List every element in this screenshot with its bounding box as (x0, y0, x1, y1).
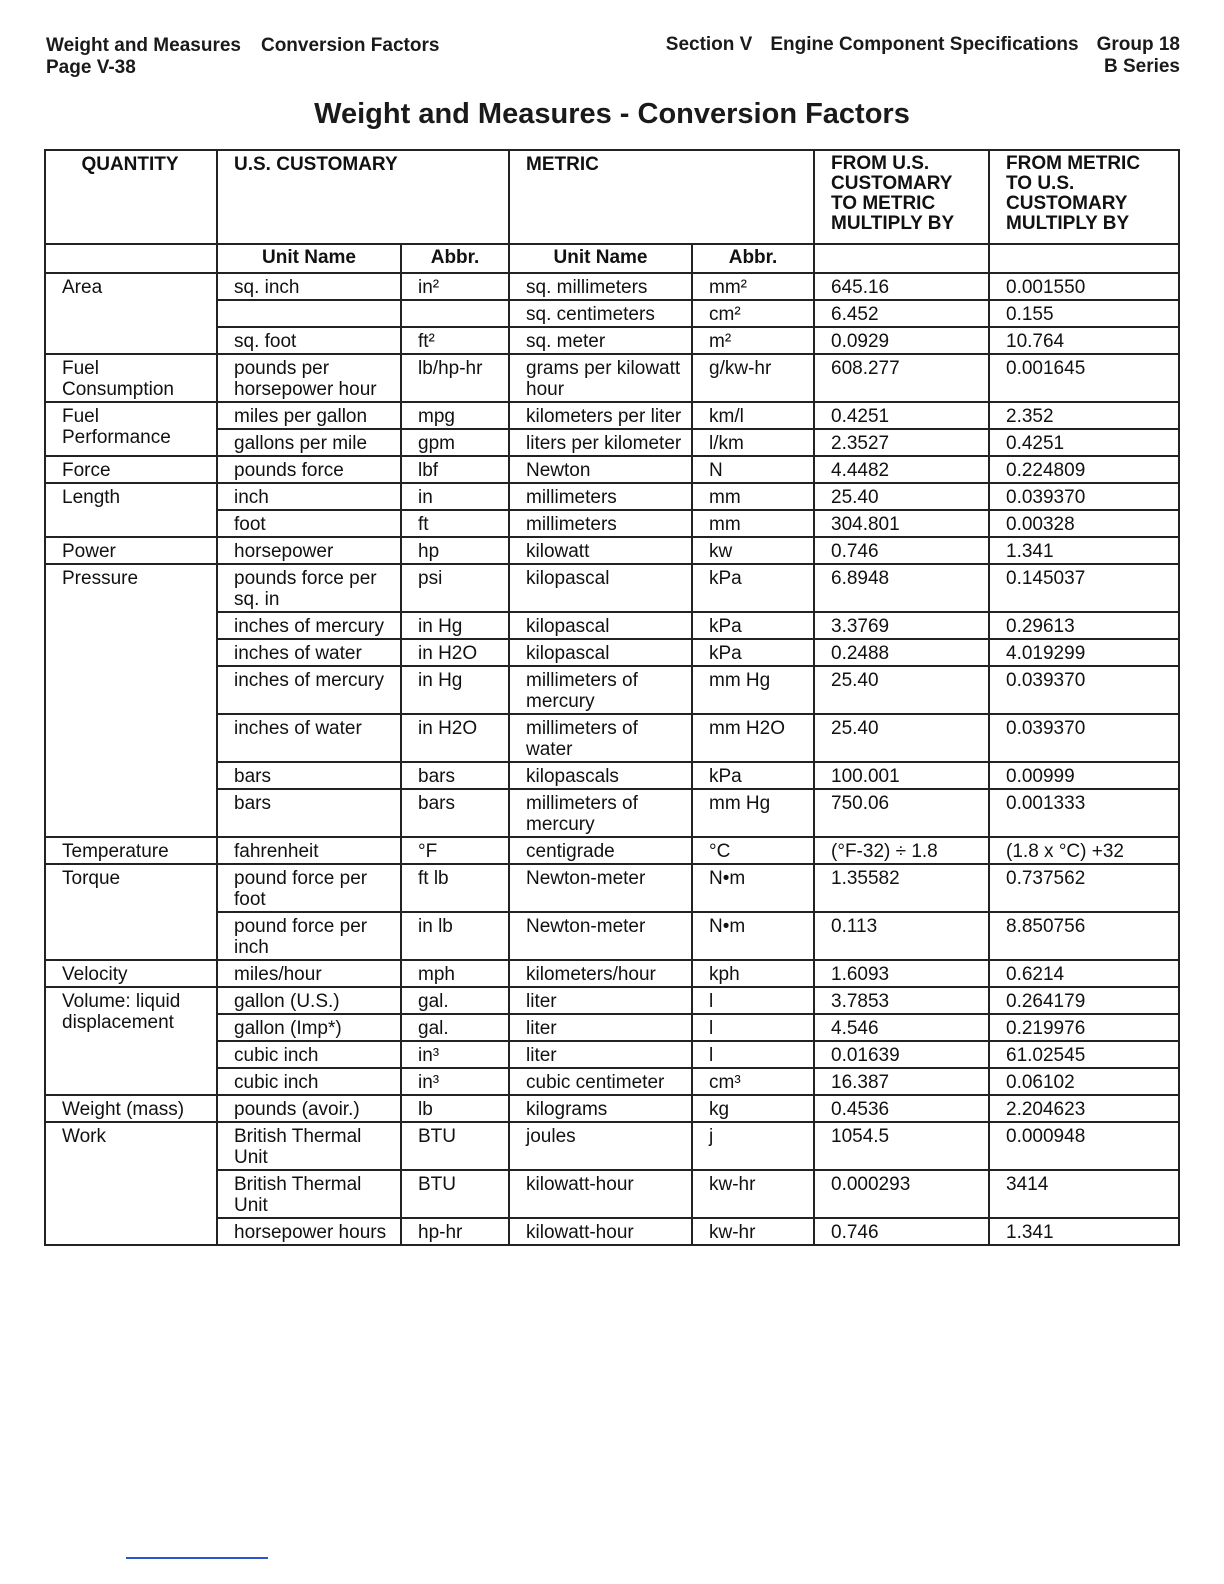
table-row (45, 960, 1179, 987)
metric-abbr-cell: mm H2O (692, 714, 814, 762)
factor-to-metric-cell: 0.000293 (814, 1170, 989, 1218)
table-row (45, 456, 1179, 483)
factor-to-metric-cell: 6.8948 (814, 564, 989, 612)
factor-to-us-cell: 10.764 (989, 327, 1179, 354)
header-series: B Series (1103, 56, 1180, 77)
header-section: Section V (665, 34, 753, 55)
metric-abbr-cell: m² (692, 327, 814, 354)
metric-abbr-cell: kPa (692, 612, 814, 639)
metric-abbr-cell: mm (692, 510, 814, 537)
table-row (45, 864, 1179, 912)
metric-unit-name-cell: kilopascal (509, 639, 692, 666)
us-abbr-cell: gal. (401, 1014, 509, 1041)
factor-to-metric-cell: 100.001 (814, 762, 989, 789)
us-unit-name-cell: cubic inch (217, 1041, 401, 1068)
metric-abbr-cell: kPa (692, 762, 814, 789)
metric-abbr-cell: N•m (692, 864, 814, 912)
us-abbr-cell: lb/hp-hr (401, 354, 509, 402)
metric-unit-name-cell: millimeters of mercury (509, 789, 692, 837)
us-unit-name-cell: fahrenheit (217, 837, 401, 864)
header-chapter: Engine Component Specifications (770, 34, 1079, 55)
quantity-cell: Work (45, 1122, 217, 1245)
factor-to-metric-cell: 16.387 (814, 1068, 989, 1095)
factor-to-us-cell: 0.001645 (989, 354, 1179, 402)
metric-abbr-cell: g/kw-hr (692, 354, 814, 402)
factor-to-metric-cell: 25.40 (814, 666, 989, 714)
page-header-right (666, 34, 1180, 78)
us-unit-name-cell: inches of water (217, 714, 401, 762)
factor-to-us-cell: 0.264179 (989, 987, 1179, 1014)
factor-to-us-cell: 0.06102 (989, 1068, 1179, 1095)
header-right-line1 (666, 34, 1180, 56)
quantity-cell: Velocity (45, 960, 217, 987)
metric-unit-name-cell: millimeters (509, 483, 692, 510)
factor-to-us-cell: 0.000948 (989, 1122, 1179, 1170)
conversion-table (44, 149, 1180, 1246)
table-row (45, 837, 1179, 864)
table-subheader-row (45, 244, 1179, 273)
us-unit-name-cell: pounds force per sq. in (217, 564, 401, 612)
metric-abbr-cell: kw (692, 537, 814, 564)
metric-unit-name-cell: sq. millimeters (509, 273, 692, 300)
metric-unit-name-cell: kilopascal (509, 612, 692, 639)
subheader-empty (45, 244, 217, 273)
factor-to-us-cell: (1.8 x °C) +32 (989, 837, 1179, 864)
us-unit-name-cell: inch (217, 483, 401, 510)
metric-unit-name-cell: kilowatt (509, 537, 692, 564)
us-abbr-cell: ft (401, 510, 509, 537)
metric-unit-name-cell: liter (509, 1041, 692, 1068)
us-unit-name-cell: inches of mercury (217, 666, 401, 714)
metric-abbr-cell: kPa (692, 564, 814, 612)
us-unit-name-cell: bars (217, 789, 401, 837)
quantity-cell: Fuel Performance (45, 402, 217, 456)
metric-abbr-cell: cm³ (692, 1068, 814, 1095)
us-unit-name-cell: horsepower (217, 537, 401, 564)
metric-unit-name-cell: sq. meter (509, 327, 692, 354)
factor-to-metric-cell: 25.40 (814, 714, 989, 762)
table-row (45, 987, 1179, 1014)
subheader-empty (814, 244, 989, 273)
metric-abbr-cell: j (692, 1122, 814, 1170)
us-unit-name-cell: inches of mercury (217, 612, 401, 639)
factor-to-metric-cell: 3.7853 (814, 987, 989, 1014)
metric-unit-name-cell: kilowatt-hour (509, 1218, 692, 1245)
us-abbr-cell: ft lb (401, 864, 509, 912)
metric-abbr-cell: kph (692, 960, 814, 987)
factor-to-us-cell: 0.219976 (989, 1014, 1179, 1041)
quantity-cell: Power (45, 537, 217, 564)
col-header-metric: METRIC (509, 150, 814, 244)
factor-to-us-cell: 2.352 (989, 402, 1179, 429)
factor-to-us-cell: 0.00999 (989, 762, 1179, 789)
factor-to-metric-cell: 0.746 (814, 1218, 989, 1245)
metric-unit-name-cell: liter (509, 987, 692, 1014)
factor-to-metric-cell: 304.801 (814, 510, 989, 537)
factor-to-metric-cell: (°F-32) ÷ 1.8 (814, 837, 989, 864)
factor-to-metric-cell: 3.3769 (814, 612, 989, 639)
us-unit-name-cell: gallon (Imp*) (217, 1014, 401, 1041)
factor-to-us-cell: 3414 (989, 1170, 1179, 1218)
us-abbr-cell: bars (401, 762, 509, 789)
metric-unit-name-cell: Newton-meter (509, 864, 692, 912)
metric-unit-name-cell: liters per kilometer (509, 429, 692, 456)
metric-unit-name-cell: millimeters (509, 510, 692, 537)
factor-to-metric-cell: 0.2488 (814, 639, 989, 666)
factor-to-us-cell: 61.02545 (989, 1041, 1179, 1068)
us-unit-name-cell: British Thermal Unit (217, 1122, 401, 1170)
metric-unit-name-cell: millimeters of mercury (509, 666, 692, 714)
us-abbr-cell: in H2O (401, 714, 509, 762)
us-unit-name-cell: sq. inch (217, 273, 401, 300)
metric-abbr-cell: mm² (692, 273, 814, 300)
quantity-cell: Length (45, 483, 217, 537)
metric-abbr-cell: °C (692, 837, 814, 864)
us-unit-name-cell: pound force per inch (217, 912, 401, 960)
factor-to-metric-cell: 0.4251 (814, 402, 989, 429)
factor-to-us-cell: 8.850756 (989, 912, 1179, 960)
col-header-to-metric: FROM U.S. CUSTOMARY TO METRIC MULTIPLY BY (814, 150, 989, 244)
us-abbr-cell: in lb (401, 912, 509, 960)
factor-to-us-cell: 0.039370 (989, 666, 1179, 714)
us-abbr-cell: ft² (401, 327, 509, 354)
page-header-left (46, 35, 439, 79)
factor-to-us-cell: 4.019299 (989, 639, 1179, 666)
metric-unit-name-cell: joules (509, 1122, 692, 1170)
metric-unit-name-cell: kilopascals (509, 762, 692, 789)
table-row (45, 537, 1179, 564)
factor-to-us-cell: 0.29613 (989, 612, 1179, 639)
us-abbr-cell: mph (401, 960, 509, 987)
metric-abbr-cell: mm (692, 483, 814, 510)
factor-to-metric-cell: 4.4482 (814, 456, 989, 483)
us-abbr-cell: °F (401, 837, 509, 864)
us-unit-name-cell: bars (217, 762, 401, 789)
metric-unit-name-cell: kilograms (509, 1095, 692, 1122)
col-header-to-us: FROM METRIC TO U.S. CUSTOMARY MULTIPLY BY (989, 150, 1179, 244)
us-unit-name-cell: British Thermal Unit (217, 1170, 401, 1218)
metric-abbr-cell: kg (692, 1095, 814, 1122)
quantity-cell: Pressure (45, 564, 217, 837)
factor-to-us-cell: 0.145037 (989, 564, 1179, 612)
factor-to-metric-cell: 0.746 (814, 537, 989, 564)
factor-to-us-cell: 0.001333 (989, 789, 1179, 837)
us-unit-name-cell: horsepower hours (217, 1218, 401, 1245)
table-row (45, 402, 1179, 429)
col-header-us-customary: U.S. CUSTOMARY (217, 150, 509, 244)
page-title: Weight and Measures - Conversion Factors (314, 98, 910, 130)
metric-unit-name-cell: Newton-meter (509, 912, 692, 960)
us-abbr-cell: lb (401, 1095, 509, 1122)
us-abbr-cell: hp (401, 537, 509, 564)
factor-to-us-cell: 0.6214 (989, 960, 1179, 987)
quantity-cell: Force (45, 456, 217, 483)
us-abbr-cell: BTU (401, 1170, 509, 1218)
metric-unit-name-cell: kilopascal (509, 564, 692, 612)
factor-to-us-cell: 0.737562 (989, 864, 1179, 912)
table-header-row (45, 150, 1179, 244)
factor-to-metric-cell: 1054.5 (814, 1122, 989, 1170)
factor-to-us-cell: 2.204623 (989, 1095, 1179, 1122)
metric-unit-name-cell: millimeters of water (509, 714, 692, 762)
us-unit-name-cell: gallons per mile (217, 429, 401, 456)
quantity-cell: Fuel Consumption (45, 354, 217, 402)
col-header-quantity: QUANTITY (45, 150, 217, 244)
metric-abbr-cell: mm Hg (692, 666, 814, 714)
factor-to-metric-cell: 0.4536 (814, 1095, 989, 1122)
table-row (45, 1095, 1179, 1122)
factor-to-metric-cell: 4.546 (814, 1014, 989, 1041)
metric-unit-name-cell: kilometers/hour (509, 960, 692, 987)
factor-to-metric-cell: 2.3527 (814, 429, 989, 456)
factor-to-us-cell: 0.039370 (989, 483, 1179, 510)
subheader-us-unit-name: Unit Name (217, 244, 401, 273)
factor-to-us-cell: 0.039370 (989, 714, 1179, 762)
us-abbr-cell: in Hg (401, 612, 509, 639)
us-unit-name-cell: pound force per foot (217, 864, 401, 912)
quantity-cell: Weight (mass) (45, 1095, 217, 1122)
factor-to-us-cell: 0.4251 (989, 429, 1179, 456)
header-left-line1 (46, 35, 439, 57)
us-unit-name-cell: foot (217, 510, 401, 537)
metric-unit-name-cell: liter (509, 1014, 692, 1041)
metric-abbr-cell: l (692, 1041, 814, 1068)
factor-to-metric-cell: 1.6093 (814, 960, 989, 987)
factor-to-us-cell: 0.224809 (989, 456, 1179, 483)
header-page-number: Page V-38 (46, 57, 136, 78)
factor-to-metric-cell: 608.277 (814, 354, 989, 402)
subheader-metric-abbr: Abbr. (692, 244, 814, 273)
us-unit-name-cell: pounds force (217, 456, 401, 483)
metric-unit-name-cell: grams per kilowatt hour (509, 354, 692, 402)
us-abbr-cell: bars (401, 789, 509, 837)
us-abbr-cell: in³ (401, 1068, 509, 1095)
metric-abbr-cell: l (692, 1014, 814, 1041)
header-doc-subtitle: Conversion Factors (260, 35, 440, 56)
metric-abbr-cell: N (692, 456, 814, 483)
metric-abbr-cell: l/km (692, 429, 814, 456)
metric-abbr-cell: N•m (692, 912, 814, 960)
factor-to-us-cell: 1.341 (989, 1218, 1179, 1245)
us-abbr-cell: in (401, 483, 509, 510)
quantity-cell: Volume: liquid displacement (45, 987, 217, 1095)
factor-to-metric-cell: 0.113 (814, 912, 989, 960)
us-abbr-cell: lbf (401, 456, 509, 483)
us-unit-name-cell (217, 300, 401, 327)
metric-abbr-cell: kw-hr (692, 1170, 814, 1218)
us-unit-name-cell: miles/hour (217, 960, 401, 987)
metric-abbr-cell: km/l (692, 402, 814, 429)
quantity-cell: Temperature (45, 837, 217, 864)
metric-abbr-cell: mm Hg (692, 789, 814, 837)
us-abbr-cell: in H2O (401, 639, 509, 666)
factor-to-metric-cell: 25.40 (814, 483, 989, 510)
footer-rule (126, 1557, 268, 1559)
factor-to-us-cell: 1.341 (989, 537, 1179, 564)
factor-to-metric-cell: 750.06 (814, 789, 989, 837)
factor-to-metric-cell: 1.35582 (814, 864, 989, 912)
metric-abbr-cell: l (692, 987, 814, 1014)
metric-unit-name-cell: centigrade (509, 837, 692, 864)
us-unit-name-cell: sq. foot (217, 327, 401, 354)
factor-to-us-cell: 0.155 (989, 300, 1179, 327)
metric-unit-name-cell: kilometers per liter (509, 402, 692, 429)
us-abbr-cell: BTU (401, 1122, 509, 1170)
us-unit-name-cell: pounds per horsepower hour (217, 354, 401, 402)
factor-to-metric-cell: 645.16 (814, 273, 989, 300)
factor-to-us-cell: 0.00328 (989, 510, 1179, 537)
us-abbr-cell: in² (401, 273, 509, 300)
us-abbr-cell (401, 300, 509, 327)
subheader-metric-unit-name: Unit Name (509, 244, 692, 273)
table-row (45, 483, 1179, 510)
us-abbr-cell: in³ (401, 1041, 509, 1068)
metric-abbr-cell: kPa (692, 639, 814, 666)
subheader-empty (989, 244, 1179, 273)
metric-unit-name-cell: kilowatt-hour (509, 1170, 692, 1218)
factor-to-metric-cell: 0.01639 (814, 1041, 989, 1068)
us-unit-name-cell: pounds (avoir.) (217, 1095, 401, 1122)
quantity-cell: Area (45, 273, 217, 354)
us-unit-name-cell: cubic inch (217, 1068, 401, 1095)
metric-abbr-cell: cm² (692, 300, 814, 327)
subheader-us-abbr: Abbr. (401, 244, 509, 273)
quantity-cell: Torque (45, 864, 217, 960)
us-abbr-cell: gal. (401, 987, 509, 1014)
metric-unit-name-cell: sq. centimeters (509, 300, 692, 327)
table-row (45, 354, 1179, 402)
us-abbr-cell: in Hg (401, 666, 509, 714)
table-row (45, 273, 1179, 300)
us-abbr-cell: hp-hr (401, 1218, 509, 1245)
table-body (45, 273, 1179, 1245)
factor-to-metric-cell: 6.452 (814, 300, 989, 327)
metric-unit-name-cell: Newton (509, 456, 692, 483)
us-abbr-cell: gpm (401, 429, 509, 456)
table-row (45, 564, 1179, 612)
factor-to-metric-cell: 0.0929 (814, 327, 989, 354)
metric-abbr-cell: kw-hr (692, 1218, 814, 1245)
table-row (45, 1122, 1179, 1170)
us-unit-name-cell: gallon (U.S.) (217, 987, 401, 1014)
us-unit-name-cell: miles per gallon (217, 402, 401, 429)
us-abbr-cell: mpg (401, 402, 509, 429)
us-unit-name-cell: inches of water (217, 639, 401, 666)
header-doc-title: Weight and Measures (46, 35, 241, 56)
metric-unit-name-cell: cubic centimeter (509, 1068, 692, 1095)
factor-to-us-cell: 0.001550 (989, 273, 1179, 300)
header-group: Group 18 (1096, 34, 1180, 55)
us-abbr-cell: psi (401, 564, 509, 612)
